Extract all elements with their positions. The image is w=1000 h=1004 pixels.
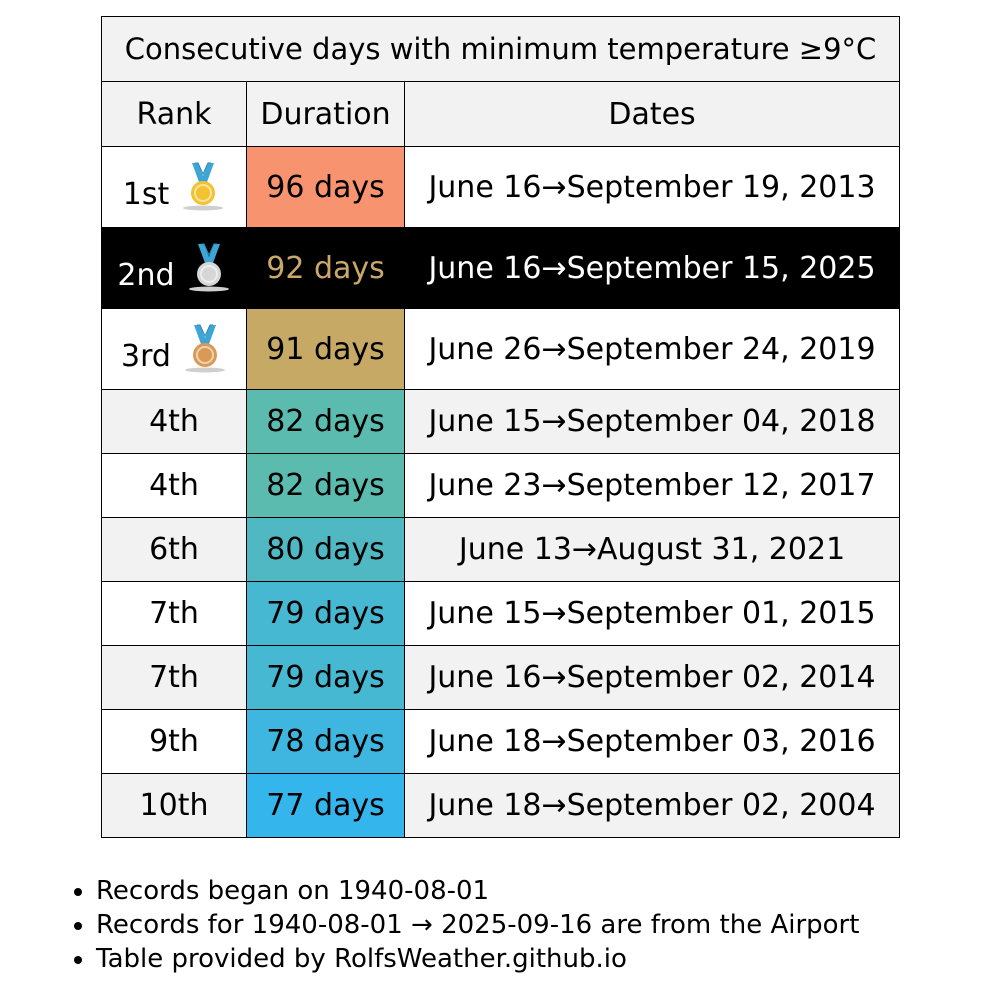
table-row: [102, 646, 900, 710]
dates-cell: June 23→September 12, 2017: [405, 454, 900, 518]
table-title: Consecutive days with minimum temperature ≥9°C: [102, 17, 900, 82]
rank-cell: 4th: [102, 390, 247, 454]
duration-cell: 79 days: [247, 582, 405, 646]
dates-cell: June 18→September 02, 2004: [405, 774, 900, 838]
table-row: [102, 710, 900, 774]
duration-cell: 92 days: [247, 228, 405, 309]
rank-cell: [102, 228, 247, 309]
dates-cell: June 15→September 01, 2015: [405, 582, 900, 646]
note-records-began: • Records began on 1940-08-01: [96, 874, 859, 908]
rank-cell: [102, 147, 247, 228]
duration-cell: 91 days: [247, 309, 405, 390]
table-row: [102, 147, 900, 228]
duration-cell: 79 days: [247, 646, 405, 710]
table-body: [102, 147, 900, 838]
duration-cell: 82 days: [247, 390, 405, 454]
dates-cell: June 16→September 19, 2013: [405, 147, 900, 228]
rank-cell: 7th: [102, 582, 247, 646]
dates-cell: June 26→September 24, 2019: [405, 309, 900, 390]
dates-cell: June 13→August 31, 2021: [405, 518, 900, 582]
gold-medal-icon: [181, 160, 225, 212]
note-records-source: • Records for 1940-08-01 → 2025-09-16 are from the Airport: [96, 908, 859, 942]
header-duration: Duration: [247, 82, 405, 147]
duration-cell: 82 days: [247, 454, 405, 518]
rank-label: 1st: [122, 177, 170, 212]
records-table: [101, 16, 900, 838]
dates-cell: June 16→September 15, 2025: [405, 228, 900, 309]
duration-cell: 80 days: [247, 518, 405, 582]
rank-cell: 4th: [102, 454, 247, 518]
table-row: [102, 228, 900, 309]
dates-cell: June 15→September 04, 2018: [405, 390, 900, 454]
rank-cell: 9th: [102, 710, 247, 774]
note-table-credit: • Table provided by RolfsWeather.github.io: [96, 942, 859, 976]
duration-cell: 96 days: [247, 147, 405, 228]
duration-cell: 77 days: [247, 774, 405, 838]
header-rank: Rank: [102, 82, 247, 147]
table-row: [102, 518, 900, 582]
header-dates: Dates: [405, 82, 900, 147]
rank-cell: 7th: [102, 646, 247, 710]
table-row: [102, 582, 900, 646]
rank-cell: 6th: [102, 518, 247, 582]
bronze-medal-icon: [183, 322, 227, 374]
table-row: [102, 390, 900, 454]
table-row: [102, 454, 900, 518]
table-row: [102, 774, 900, 838]
notes-list: [62, 874, 859, 976]
silver-medal-icon: [187, 241, 231, 293]
duration-cell: 78 days: [247, 710, 405, 774]
dates-cell: June 18→September 03, 2016: [405, 710, 900, 774]
rank-label: 2nd: [117, 258, 175, 293]
dates-cell: June 16→September 02, 2014: [405, 646, 900, 710]
table-row: [102, 309, 900, 390]
rank-cell: 10th: [102, 774, 247, 838]
rank-label: 3rd: [121, 339, 171, 374]
rank-cell: [102, 309, 247, 390]
